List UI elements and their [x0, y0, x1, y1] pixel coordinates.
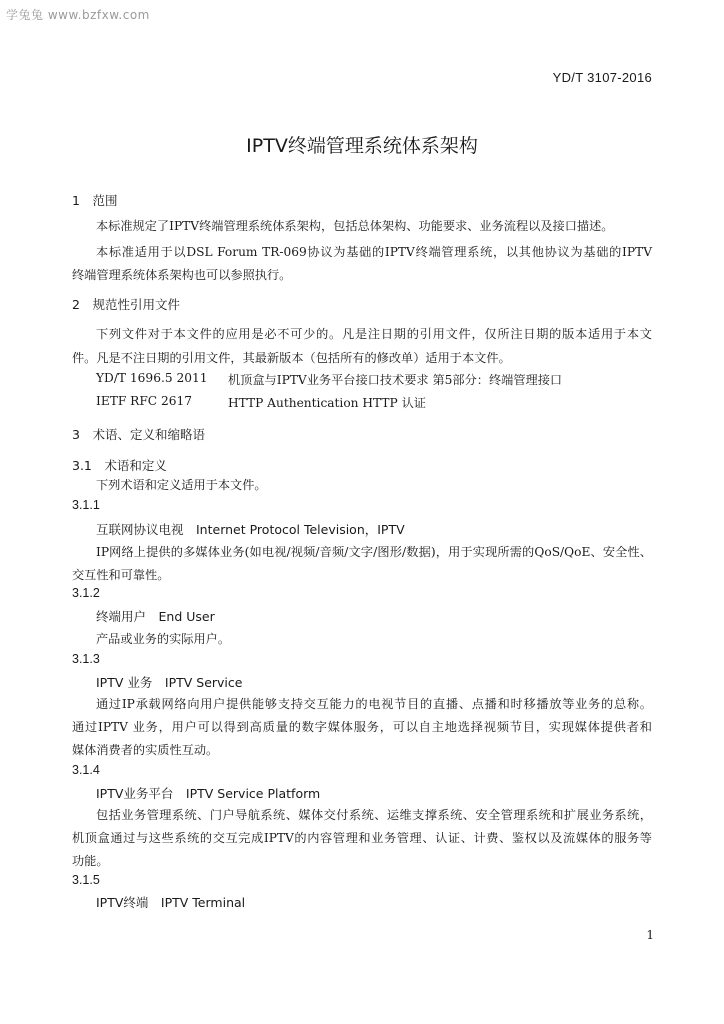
section-3-heading: 3 术语、定义和缩略语 [72, 427, 205, 442]
reference-title: HTTP Authentication HTTP 认证 [228, 396, 426, 410]
section-1-paragraph-2-line-1: 本标准适用于以DSL Forum TR-069协议为基础的IPTV终端管理系统，以其他协议为基础的IPTV [96, 245, 652, 259]
page-number: 1 [646, 928, 654, 942]
term-definition-line: 产品或业务的实际用户。 [96, 632, 231, 646]
term-number: 3.1.3 [72, 652, 100, 666]
reference-code: IETF RFC 2617 [96, 394, 193, 408]
term-definition-line: 通过IP承载网络向用户提供能够支持交互能力的电视节目的直播、点播和时移播放等业务的总称。 [96, 697, 652, 711]
section-2-paragraph-line-2: 件。凡是不注日期的引用文件，其最新版本（包括所有的修改单）适用于本文件。 [72, 351, 511, 365]
reference-title: 机顶盒与IPTV业务平台接口技术要求 第5部分：终端管理接口 [228, 373, 563, 387]
reference-code: YD/T 1696.5 2011 [96, 371, 208, 385]
term-number: 3.1.5 [72, 873, 100, 887]
section-1-paragraph-1: 本标准规定了IPTV终端管理系统体系架构，包括总体架构、功能要求、业务流程以及接口描述。 [96, 219, 614, 233]
standard-code: YD/T 3107-2016 [552, 70, 652, 85]
term-definition-line: 功能。 [72, 854, 109, 868]
section-2-paragraph-line-1: 下列文件对于本文件的应用是必不可少的。凡是注日期的引用文件，仅所注日期的版本适用于本文 [96, 327, 652, 341]
term-definition-line: 包括业务管理系统、门户导航系统、媒体交付系统、运维支撑系统、安全管理系统和扩展业务系统， [96, 808, 652, 822]
document-title: IPTV终端管理系统体系架构 [246, 135, 478, 157]
term-name: 终端用户 End User [96, 609, 215, 624]
term-number: 3.1.4 [72, 763, 100, 777]
term-name: IPTV业务平台 IPTV Service Platform [96, 786, 321, 801]
section-3-1-heading: 3.1 术语和定义 [72, 458, 167, 473]
section-2-heading: 2 规范性引用文件 [72, 297, 180, 312]
section-1-heading: 1 范围 [72, 193, 118, 208]
watermark: 学兔兔 www.bzfxw.com [6, 8, 150, 22]
section-1-paragraph-2-line-2: 终端管理系统体系架构也可以参照执行。 [72, 268, 292, 282]
term-name: IPTV 业务 IPTV Service [96, 675, 243, 690]
term-name: IPTV终端 IPTV Terminal [96, 895, 246, 910]
term-name: 互联网协议电视 Internet Protocol Television，IPTV [96, 522, 405, 537]
term-number: 3.1.2 [72, 586, 100, 600]
term-definition-line: 媒体消费者的实质性互动。 [72, 743, 219, 757]
section-3-1-intro: 下列术语和定义适用于本文件。 [96, 478, 267, 492]
term-definition-line: IP网络上提供的多媒体业务(如电视/视频/音频/文字/图形/数据)，用于实现所需的QoS/QoE、安全性、 [96, 545, 652, 559]
term-definition-line: 机顶盒通过与这些系统的交互完成IPTV的内容管理和业务管理、认证、计费、鉴权以及流媒体的服务等 [72, 831, 652, 845]
term-definition-line: 通过IPTV 业务，用户可以得到高质量的数字媒体服务，可以自主地选择视频节目，实现媒体提供者和 [72, 720, 652, 734]
term-definition-line: 交互性和可靠性。 [72, 568, 170, 582]
term-number: 3.1.1 [72, 498, 100, 512]
